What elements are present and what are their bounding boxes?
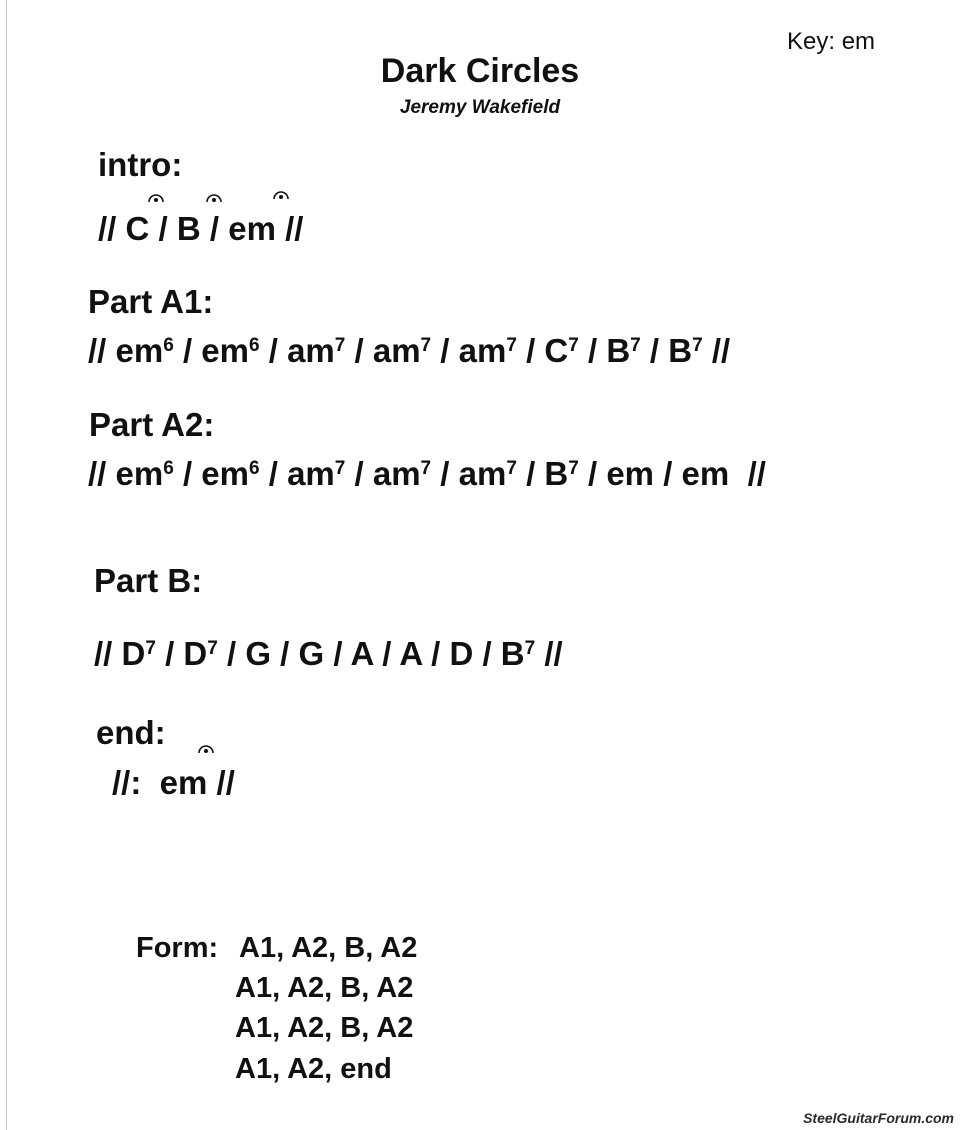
intro-label: intro: bbox=[98, 146, 183, 183]
part-a1-label: Part A1: bbox=[88, 283, 214, 320]
form-label: Form: bbox=[136, 932, 219, 964]
form-row: A1, A2, B, A2 bbox=[235, 972, 414, 1004]
part-a2-label: Part A2: bbox=[89, 406, 215, 443]
fermata-icon bbox=[273, 187, 289, 201]
fermata-icon bbox=[198, 741, 214, 755]
form-row: A1, A2, end bbox=[235, 1053, 392, 1085]
end-label: end: bbox=[96, 714, 166, 751]
composer-name: Jeremy Wakefield bbox=[399, 97, 561, 118]
form-row: A1, A2, B, A2 bbox=[235, 1012, 414, 1044]
fermata-icon bbox=[148, 190, 164, 204]
page-edge-rule bbox=[6, 0, 7, 1130]
song-title: Dark Circles bbox=[380, 52, 580, 90]
part-b-label: Part B: bbox=[94, 562, 203, 599]
form-row: A1, A2, B, A2 bbox=[239, 932, 418, 964]
part-b-chord-line: // $D^7 / D^7$ / G / G / A / A / D / $B^7$ // bbox=[94, 635, 563, 672]
part-a1-chord-line: // $em^6 / em^6 / am^7 / am^7 / am^7 / C^7 / B^7 / B^7$ // bbox=[88, 332, 731, 369]
watermark: SteelGuitarForum.com bbox=[803, 1110, 954, 1126]
part-a2-chord-line: // $em^6 / em^6 / am^7 / am^7 / am^7 / B^7$ / em / em // bbox=[88, 455, 766, 492]
end-chord-line: //: em // bbox=[112, 764, 235, 801]
fermata-icon bbox=[206, 190, 222, 204]
intro-chord-line: // C / B / em // bbox=[98, 210, 304, 247]
key-signature: Key: em bbox=[787, 28, 876, 55]
